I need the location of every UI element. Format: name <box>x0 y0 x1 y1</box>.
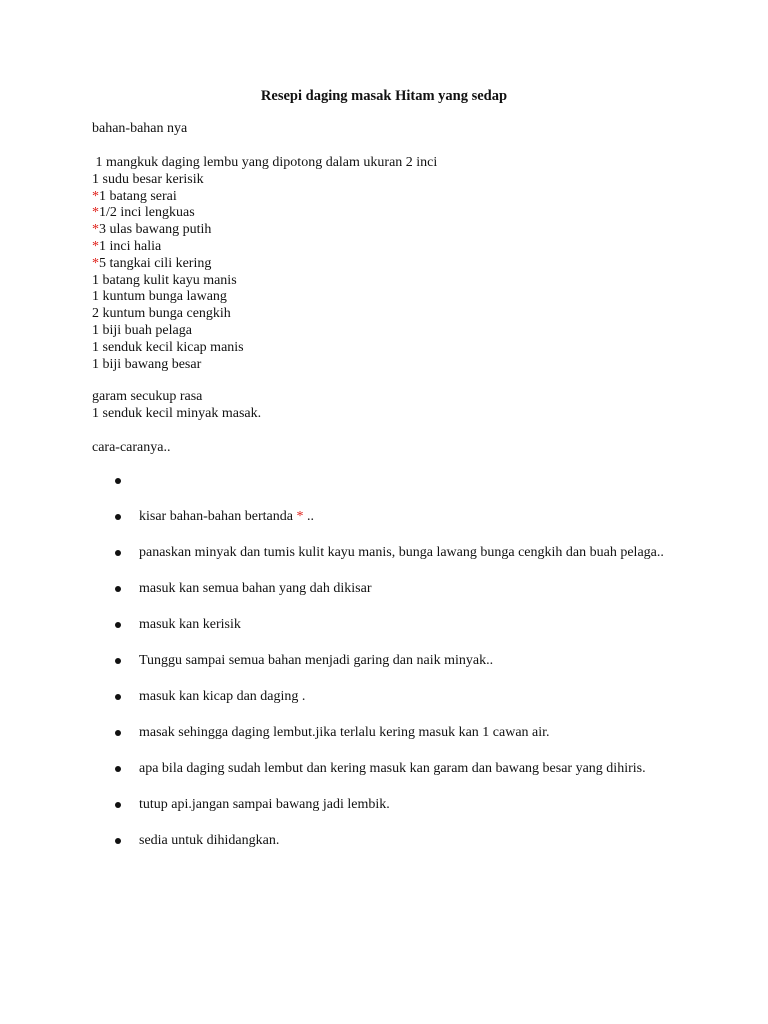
step-item <box>113 580 693 598</box>
steps-heading: cara-caranya.. <box>92 440 171 455</box>
ingredient-text: 3 ulas bawang putih <box>99 222 212 238</box>
bullet-icon <box>115 550 121 556</box>
ingredients-heading: bahan-bahan nya <box>92 121 188 136</box>
ingredient-line <box>92 357 437 374</box>
seasoning-list <box>92 389 261 423</box>
step-text: panaskan minyak dan tumis kulit kayu manis, bunga lawang bunga cengkih dan buah pelaga.. <box>139 545 664 560</box>
ingredient-line <box>92 256 437 273</box>
bullet-icon <box>115 802 121 808</box>
step-text: sedia untuk dihidangkan. <box>139 833 280 848</box>
asterisk-marker: * <box>92 222 99 238</box>
ingredient-text: 1 batang serai <box>99 188 177 204</box>
ingredient-line <box>92 340 437 357</box>
ingredient-line <box>92 289 437 306</box>
step-item <box>113 760 693 778</box>
asterisk-marker: * <box>92 255 99 271</box>
ingredient-text: 1 senduk kecil kicap manis <box>92 339 244 355</box>
ingredient-text: 2 kuntum bunga cengkih <box>92 306 231 322</box>
ingredient-line <box>92 172 437 189</box>
bullet-icon <box>115 514 121 520</box>
step-item <box>113 796 693 814</box>
step-text-suffix: .. <box>303 509 314 524</box>
step-item <box>113 472 693 490</box>
ingredient-line <box>92 222 437 239</box>
ingredient-text: 1 sudu besar kerisik <box>92 171 204 187</box>
step-text: Tunggu sampai semua bahan menjadi garing dan naik minyak.. <box>139 653 494 668</box>
ingredient-text: 1 biji bawang besar <box>92 356 202 372</box>
bullet-icon <box>115 838 121 844</box>
ingredient-text: 1 mangkuk daging lembu yang dipotong dalam ukuran 2 inci <box>92 155 438 170</box>
ingredient-line <box>92 306 437 323</box>
asterisk-marker: * <box>92 238 99 254</box>
bullet-icon <box>115 694 121 700</box>
step-item <box>113 616 693 634</box>
asterisk-marker: * <box>92 205 99 221</box>
ingredient-text: 1 batang kulit kayu manis <box>92 272 237 288</box>
ingredient-line <box>92 239 437 256</box>
ingredient-line <box>92 273 437 290</box>
ingredient-line <box>92 189 437 206</box>
ingredient-text: 1/2 inci lengkuas <box>99 205 195 221</box>
step-item <box>113 832 693 850</box>
ingredient-line <box>92 155 437 172</box>
asterisk-marker: * <box>296 509 304 524</box>
step-text: kisar bahan-bahan bertanda <box>139 509 297 524</box>
step-item <box>113 652 693 670</box>
step-text: tutup api.jangan sampai bawang jadi lembik. <box>139 797 390 812</box>
step-item <box>113 544 693 562</box>
bullet-icon <box>115 730 121 736</box>
step-item <box>113 724 693 742</box>
ingredient-text: 5 tangkai cili kering <box>99 255 212 271</box>
ingredients-list <box>92 155 437 373</box>
bullet-icon <box>115 658 121 664</box>
asterisk-marker: * <box>92 188 99 204</box>
ingredient-text: 1 inci halia <box>99 238 162 254</box>
bullet-icon <box>115 766 121 772</box>
ingredient-text: 1 biji buah pelaga <box>92 322 192 338</box>
step-text: apa bila daging sudah lembut dan kering masuk kan garam dan bawang besar yang dihiris. <box>139 761 646 776</box>
ingredient-text: 1 kuntum bunga lawang <box>92 289 227 305</box>
step-item <box>113 508 693 526</box>
step-text: masak sehingga daging lembut.jika terlalu kering masuk kan 1 cawan air. <box>139 725 550 740</box>
seasoning-line: 1 senduk kecil minyak masak. <box>92 405 262 421</box>
bullet-icon <box>115 622 121 628</box>
step-text: masuk kan semua bahan yang dah dikisar <box>139 581 372 596</box>
step-text: masuk kan kerisik <box>139 617 241 632</box>
steps-list <box>113 472 693 868</box>
bullet-icon <box>115 478 121 484</box>
ingredient-line <box>92 205 437 222</box>
ingredient-line <box>92 323 437 340</box>
document-title: Resepi daging masak Hitam yang sedap <box>260 88 508 104</box>
seasoning-line: garam secukup rasa <box>92 389 203 404</box>
step-item <box>113 688 693 706</box>
step-text: masuk kan kicap dan daging . <box>139 689 306 704</box>
bullet-icon <box>115 586 121 592</box>
